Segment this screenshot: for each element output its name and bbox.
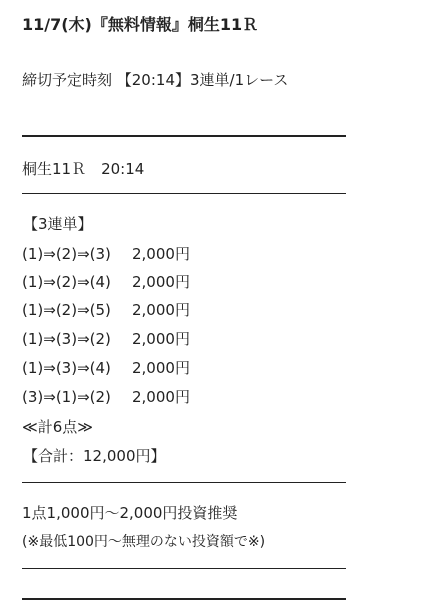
bet-row (22, 387, 190, 407)
divider (22, 193, 346, 194)
total-amount: 【合計：12,000円】 (23, 447, 166, 465)
divider (22, 482, 346, 483)
bet-combination: (1)⇒(3)⇒(2) (22, 330, 111, 348)
bet-amount: 2,000円 (132, 330, 190, 348)
bet-row (22, 272, 190, 292)
bet-amount: 2,000円 (132, 301, 190, 319)
bet-amount: 2,000円 (132, 388, 190, 406)
bet-row (22, 244, 190, 264)
deadline-text: 締切予定時刻 【20:14】3連単/1レース (22, 71, 289, 89)
divider (22, 568, 346, 569)
bet-combination: (3)⇒(1)⇒(2) (22, 388, 111, 406)
investment-recommendation: 1点1,000円〜2,000円投資推奨 (22, 504, 238, 522)
bet-amount: 2,000円 (132, 245, 190, 263)
bet-combination: (1)⇒(2)⇒(3) (22, 245, 111, 263)
bet-combination: (1)⇒(2)⇒(4) (22, 273, 111, 291)
bet-amount: 2,000円 (132, 359, 190, 377)
bet-type-label: 【3連単】 (23, 215, 93, 233)
investment-note: (※最低100円〜無理のない投資額で※) (22, 534, 266, 550)
bet-combination: (1)⇒(3)⇒(4) (22, 359, 111, 377)
points-summary: ≪計6点≫ (22, 418, 93, 436)
bet-combination: (1)⇒(2)⇒(5) (22, 301, 111, 319)
bet-row (22, 329, 190, 349)
bet-row (22, 300, 190, 320)
divider (22, 598, 346, 600)
bet-amount: 2,000円 (132, 273, 190, 291)
bet-row (22, 358, 190, 378)
page-title: 11/7(木)『無料情報』桐生11Ｒ (22, 15, 259, 34)
race-info: 桐生11Ｒ 20:14 (22, 160, 145, 178)
divider (22, 135, 346, 137)
